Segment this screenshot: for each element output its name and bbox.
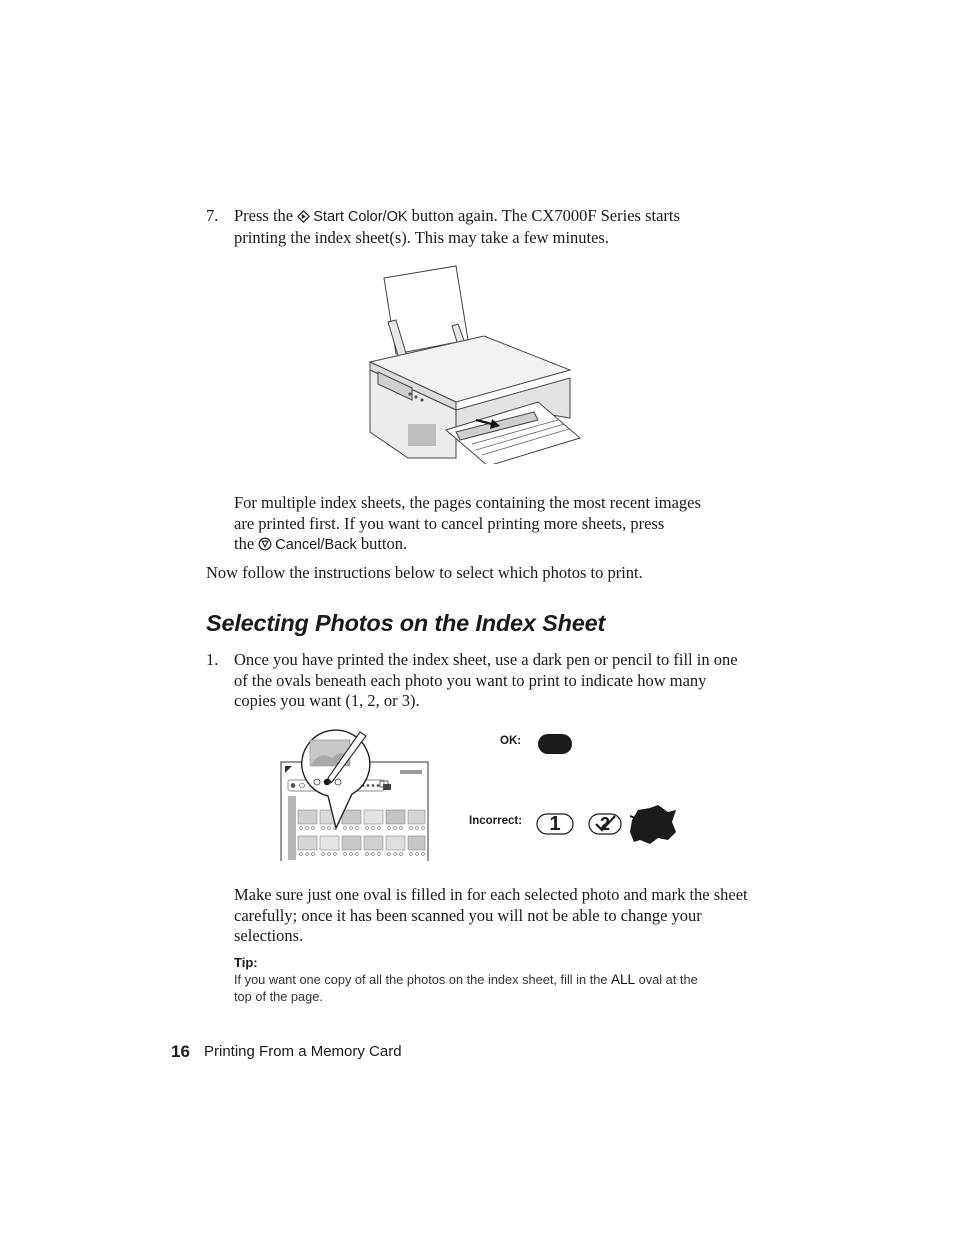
multiple-sheets-line-2: are printed first. If you want to cancel printing more sheets, press bbox=[234, 513, 665, 533]
incorrect-scribbled-oval bbox=[628, 804, 678, 846]
ok-label: OK: bbox=[500, 735, 522, 747]
printer-printing-index-sheet-illustration bbox=[364, 262, 584, 464]
mark-carefully-line-3: selections. bbox=[234, 926, 304, 945]
cancel-back-label: Cancel/Back bbox=[275, 537, 357, 553]
start-diamond-icon bbox=[297, 210, 310, 223]
index-sheet-marking-illustration bbox=[280, 728, 432, 862]
multiple-sheets-line-3-after: button. bbox=[360, 534, 408, 553]
tip-line-2: top of the page. bbox=[234, 989, 323, 1004]
step-1-number: 1. bbox=[206, 650, 219, 669]
multiple-sheets-line-1: For multiple index sheets, the pages containing the most recent images bbox=[234, 493, 701, 512]
tip-label: Tip: bbox=[234, 955, 258, 970]
multiple-sheets-note bbox=[234, 493, 754, 556]
step-7-text-before: Press the bbox=[234, 206, 294, 225]
step-1-line-2: of the ovals beneath each photo you want to print to indicate how many bbox=[234, 670, 707, 690]
page-number: 16 bbox=[171, 1042, 190, 1061]
tip-text bbox=[234, 971, 754, 1005]
tip-line-1-after: oval at the bbox=[638, 972, 698, 987]
mark-carefully-note bbox=[234, 885, 754, 947]
step-7-text-after: button again. The CX7000F Series starts bbox=[411, 206, 680, 225]
multiple-sheets-line-3-before: the bbox=[234, 534, 255, 553]
incorrect-oval-number-one bbox=[536, 813, 574, 835]
incorrect-mark-1: 1 bbox=[549, 813, 561, 835]
step-7-text bbox=[234, 206, 754, 248]
follow-instructions-text: Now follow the instructions below to select which photos to print. bbox=[206, 563, 643, 582]
step-1-text bbox=[234, 650, 754, 712]
correct-filled-oval bbox=[537, 733, 573, 755]
section-title: Selecting Photos on the Index Sheet bbox=[206, 610, 606, 636]
cancel-stop-icon bbox=[258, 537, 272, 551]
step-7-line-2: printing the index sheet(s). This may take a few minutes. bbox=[234, 227, 609, 247]
step-1-line-3: copies you want (1, 2, or 3). bbox=[234, 691, 420, 710]
chapter-title: Printing From a Memory Card bbox=[204, 1043, 402, 1060]
incorrect-oval-check-mark bbox=[588, 813, 622, 835]
mark-carefully-line-1: Make sure just one oval is filled in for each selected photo and mark the sheet bbox=[234, 885, 748, 904]
start-color-ok-label: Start Color/OK bbox=[313, 209, 408, 225]
step-7-number: 7. bbox=[206, 206, 219, 225]
step-1-line-1: Once you have printed the index sheet, use a dark pen or pencil to fill in one bbox=[234, 650, 738, 669]
incorrect-label: Incorrect: bbox=[469, 815, 523, 827]
tip-all-word: ALL bbox=[611, 972, 636, 987]
tip-line-1-before: If you want one copy of all the photos on the index sheet, fill in the bbox=[234, 972, 608, 987]
mark-carefully-line-2: carefully; once it has been scanned you will not be able to change your bbox=[234, 905, 702, 925]
incorrect-mark-2: 2 bbox=[599, 814, 610, 834]
